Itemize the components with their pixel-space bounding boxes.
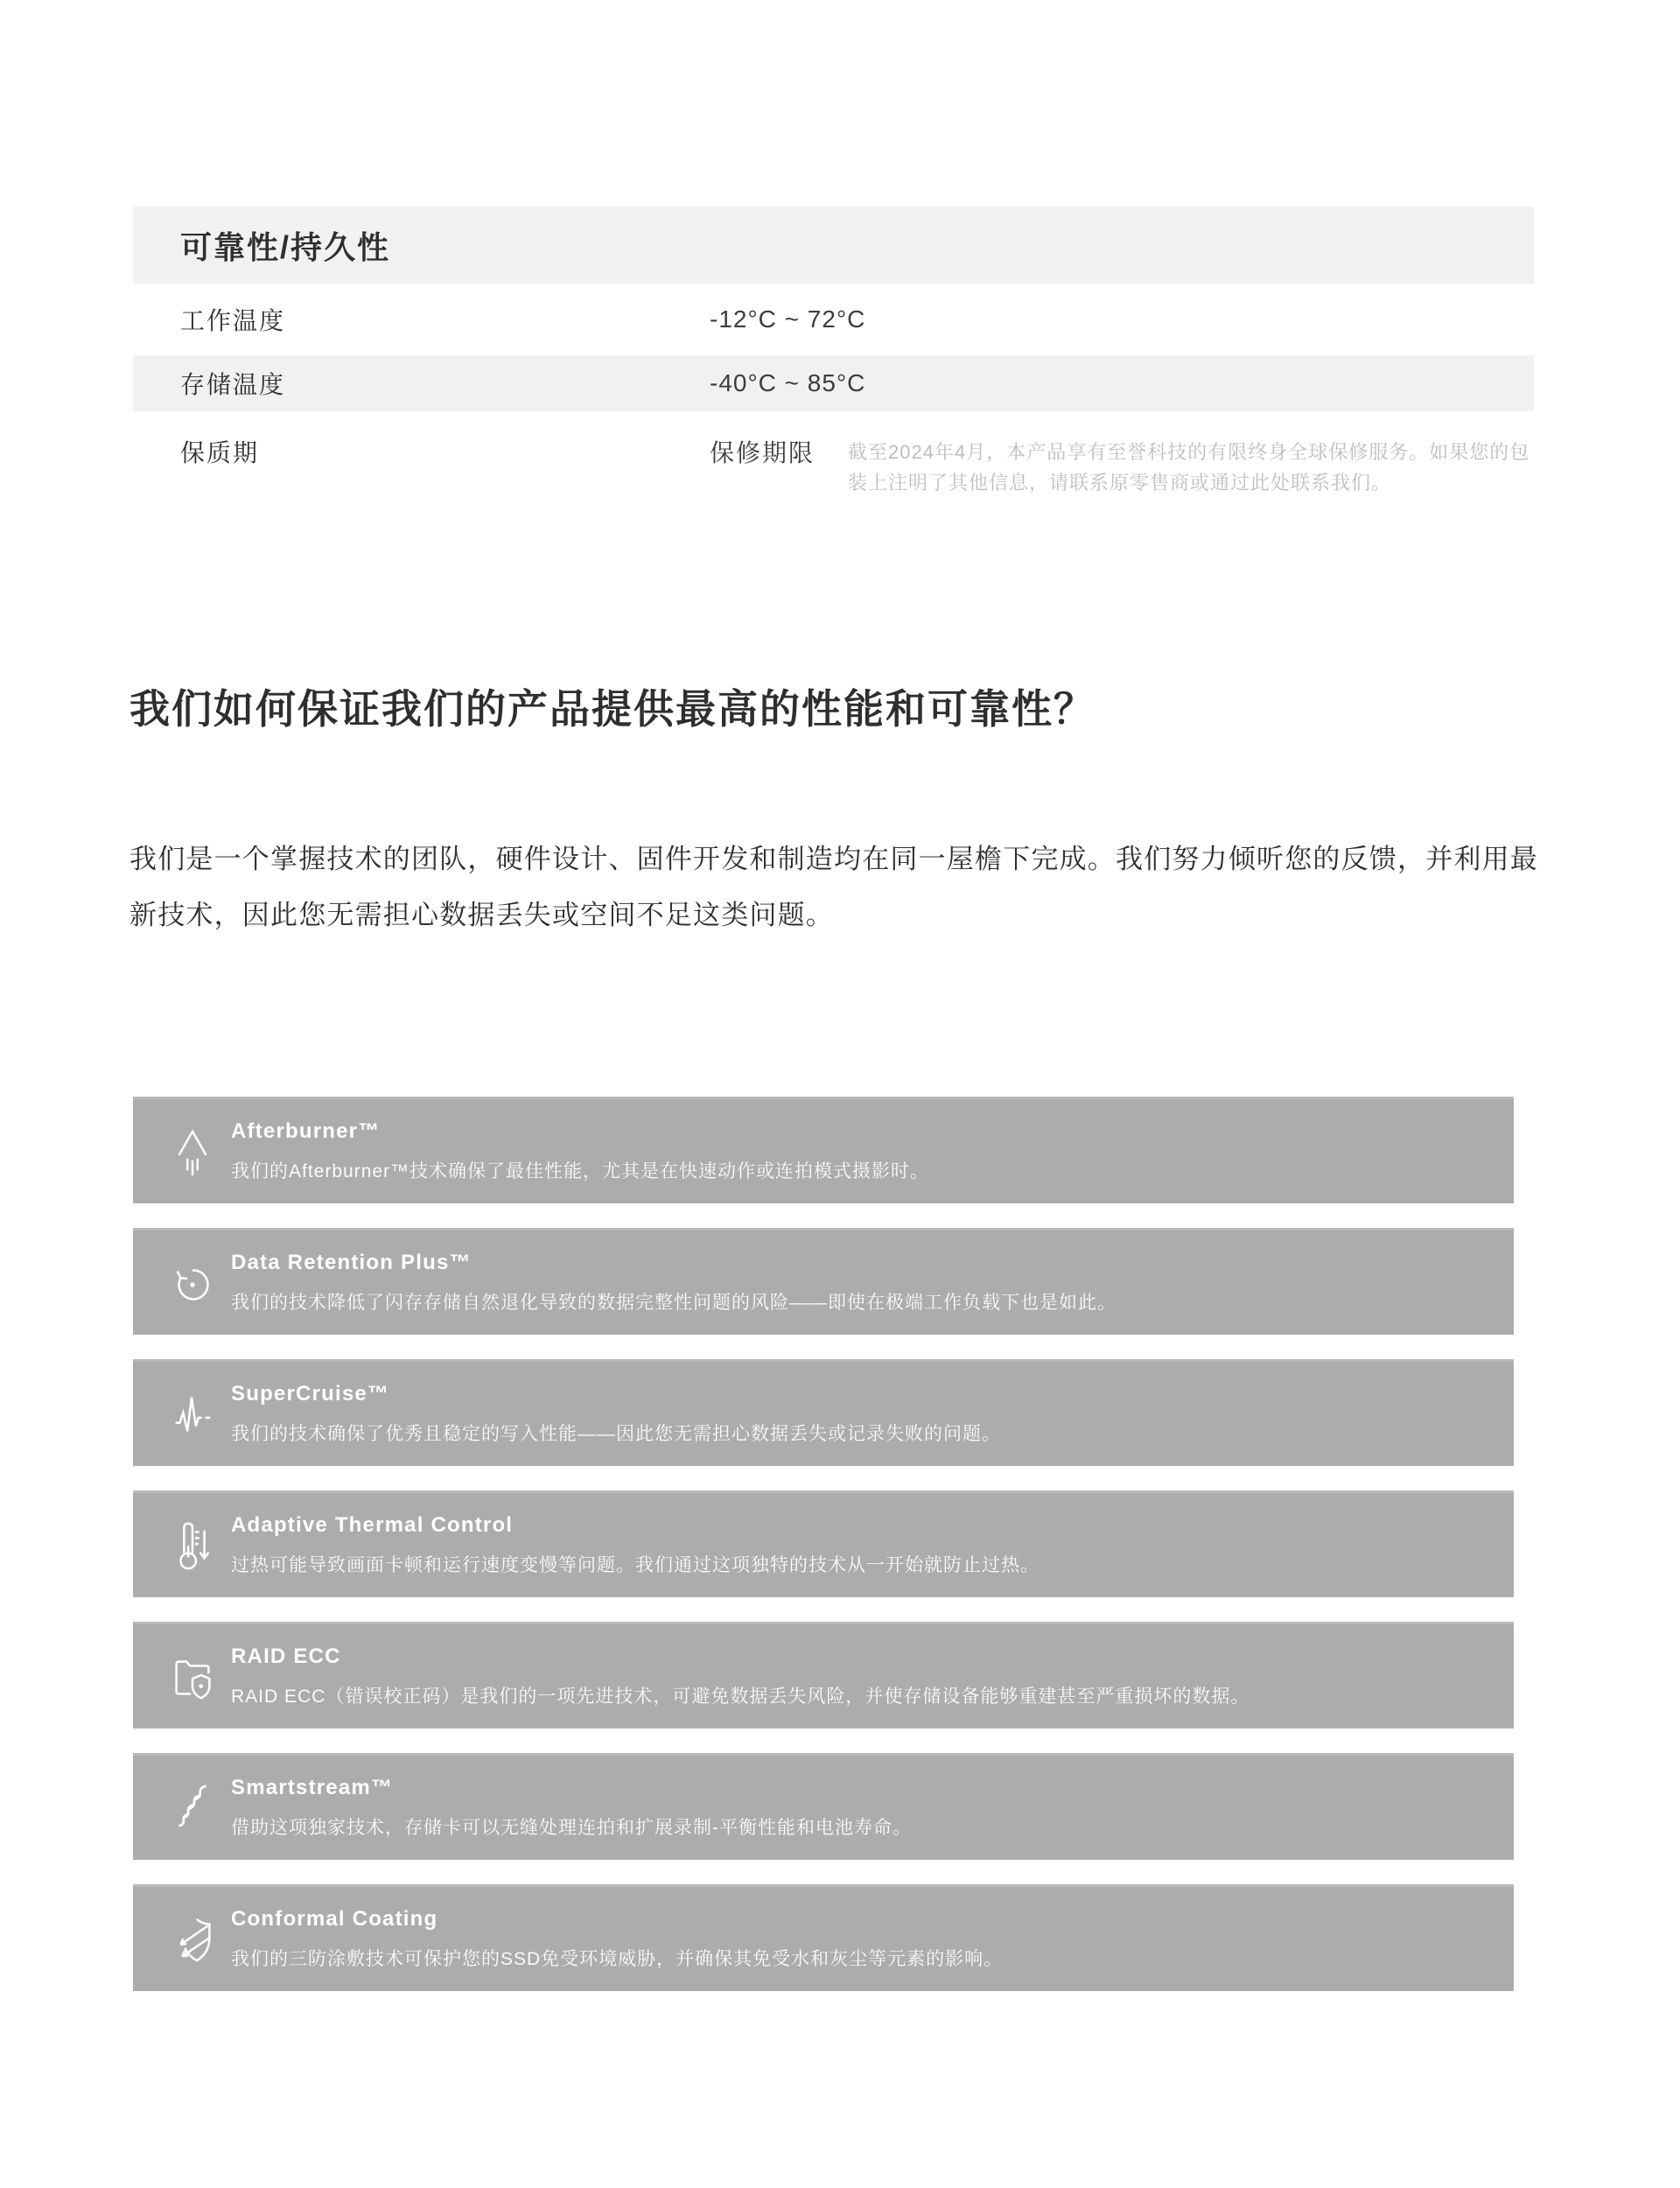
- feature-title: Adaptive Thermal Control: [231, 1513, 514, 1537]
- feature-description: 我们的技术降低了闪存存储自然退化导致的数据完整性问题的风险——即使在极端工作负载下也是如此。: [231, 1293, 1116, 1313]
- section-heading: 我们如何保证我们的产品提供最高的性能和可靠性？: [130, 686, 1096, 732]
- feature-bar-conformal-coating: [133, 1884, 1514, 1991]
- feature-bar-supercruise: [133, 1359, 1514, 1466]
- table-row: [133, 355, 1534, 411]
- spec-label: 工作温度: [180, 307, 286, 334]
- section-paragraph: 我们是一个掌握技术的团队，硬件设计、固件开发和制造均在同一屋檐下完成。我们努力倾听您的反馈，并利用最新技术，因此您无需担心数据丢失或空间不足这类问题。: [130, 844, 1538, 930]
- feature-title: Conformal Coating: [231, 1907, 438, 1931]
- spec-value-group: [710, 434, 1534, 498]
- conformal-coating-icon: [173, 1912, 212, 1967]
- feature-description: 我们的技术确保了优秀且稳定的写入性能——因此您无需担心数据丢失或记录失败的问题。: [231, 1424, 1001, 1444]
- feature-description: 过热可能导致画面卡顿和运行速度变慢等问题。我们通过这项独特的技术从一开始就防止过热。: [231, 1555, 1040, 1575]
- data-retention-icon: [173, 1256, 212, 1310]
- adaptive-thermal-icon: [173, 1518, 212, 1573]
- feature-bar-adaptive-thermal: [133, 1490, 1514, 1597]
- spec-value: -40°C ~ 85°C: [710, 369, 866, 396]
- spec-table-header: [133, 207, 1534, 284]
- spec-table-title: 可靠性/持久性: [180, 228, 391, 265]
- feature-bar-smartstream: [133, 1753, 1514, 1860]
- feature-description: RAID ECC（错误校正码）是我们的一项先进技术，可避免数据丢失风险，并使存储设备能够重建甚至严重损坏的数据。: [231, 1687, 1250, 1707]
- feature-bar-raid-ecc: [133, 1622, 1514, 1729]
- table-row: [133, 411, 1534, 528]
- feature-title: Smartstream™: [231, 1776, 394, 1799]
- feature-title: RAID ECC: [231, 1645, 341, 1668]
- feature-description: 借助这项独家技术，存储卡可以无缝处理连拍和扩展录制-平衡性能和电池寿命。: [231, 1818, 912, 1838]
- spec-label: 存储温度: [180, 371, 286, 398]
- feature-title: Data Retention Plus™: [231, 1251, 472, 1274]
- spec-label: 保质期: [180, 439, 260, 466]
- raid-ecc-icon: [173, 1650, 212, 1704]
- supercruise-icon: [173, 1387, 212, 1441]
- feature-title: SuperCruise™: [231, 1382, 390, 1406]
- spec-value: -12°C ~ 72°C: [710, 305, 866, 333]
- feature-bar-data-retention: [133, 1228, 1514, 1335]
- feature-list: [133, 1097, 1514, 1991]
- feature-description: 我们的Afterburner™技术确保了最佳性能，尤其是在快速动作或连拍模式摄影时。: [231, 1161, 930, 1182]
- warranty-note: 截至2024年4月，本产品享有至誉科技的有限终身全球保修服务。如果您的包装上注明了其他信息，请联系原零售商或通过此处联系我们。: [848, 441, 1530, 494]
- afterburner-icon: [173, 1125, 212, 1179]
- smartstream-icon: [173, 1781, 212, 1835]
- warranty-term-label: 保修期限: [710, 439, 816, 466]
- feature-description: 我们的三防涂敷技术可保护您的SSD免受环境威胁，并确保其免受水和灰尘等元素的影响。: [231, 1949, 1004, 1969]
- table-row: [133, 284, 1534, 355]
- reliability-spec-table: [133, 207, 1534, 528]
- feature-bar-afterburner: [133, 1097, 1514, 1203]
- feature-title: Afterburner™: [231, 1119, 381, 1143]
